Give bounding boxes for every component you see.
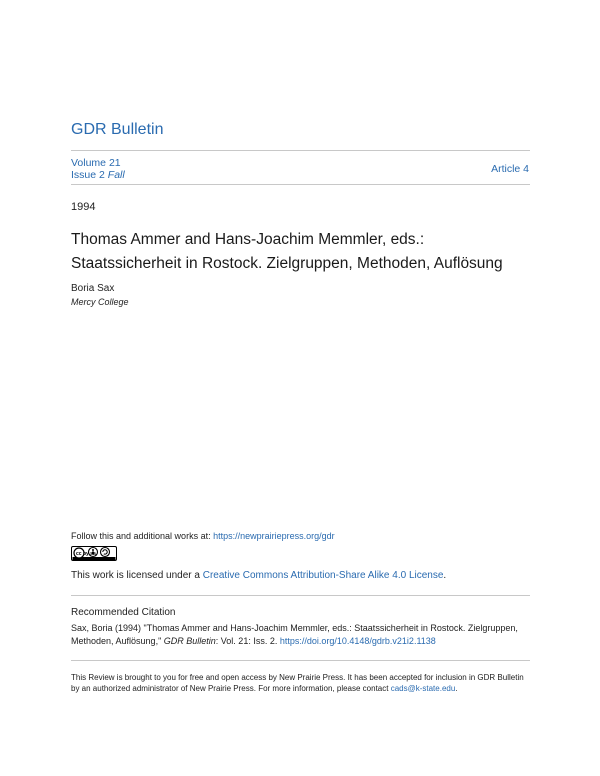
notice-text: This Review is brought to you for free and open access by New Prairie Press. It has been accepted for inclusion in GDR Bulletin by an authorized administrator of New Prairie Press. For more information, please contact	[71, 673, 524, 693]
issue-label[interactable]	[71, 169, 125, 181]
header-rule-top	[71, 150, 530, 151]
citation-journal: GDR Bulletin	[163, 636, 216, 646]
citation-rule	[71, 595, 530, 596]
notice-rule	[71, 660, 530, 661]
article-title[interactable]	[71, 228, 541, 276]
title-line-2[interactable]: Staatssicherheit in Rostock. Zielgruppen, Methoden, Auflösung	[71, 255, 503, 272]
follow-line	[71, 531, 335, 541]
volume-issue[interactable]	[71, 157, 125, 181]
cc-badge-text: cc by sa	[76, 551, 96, 557]
citation-text	[71, 622, 541, 648]
publication-year: 1994	[71, 201, 96, 213]
license-prefix: This work is licensed under a	[71, 570, 203, 581]
issue-number[interactable]: Issue 2	[71, 169, 105, 181]
citation-part-1: Sax, Boria (1994) "Thomas Ammer and Hans-Joachim Memmler, eds.: Staatssicherheit in Rostock. Zielgruppen, Methoden, Auflösung,"	[71, 623, 518, 646]
citation-heading: Recommended Citation	[71, 607, 176, 618]
access-notice	[71, 672, 531, 694]
citation-part-2: : Vol. 21: Iss. 2.	[215, 636, 280, 646]
volume-label[interactable]: Volume 21	[71, 157, 121, 169]
follow-text: Follow this and additional works at:	[71, 531, 214, 541]
header-rule-bottom	[71, 184, 530, 185]
article-number[interactable]: Article 4	[491, 163, 529, 175]
author-name: Boria Sax	[71, 283, 115, 294]
creative-commons-by-sa-icon[interactable]	[71, 546, 117, 561]
issue-season[interactable]: Fall	[107, 169, 125, 181]
license-link[interactable]: Creative Commons Attribution-Share Alike 4.0 License	[202, 570, 444, 581]
title-line-1[interactable]: Thomas Ammer and Hans-Joachim Memmler, eds.:	[71, 231, 425, 248]
journal-title[interactable]: GDR Bulletin	[71, 121, 164, 138]
license-suffix: .	[443, 570, 447, 581]
license-line	[71, 570, 446, 581]
follow-link[interactable]: https://newprairiepress.org/gdr	[213, 531, 335, 541]
citation-doi-link[interactable]: https://doi.org/10.4148/gdrb.v21i2.1138	[279, 636, 436, 646]
author-affiliation: Mercy College	[71, 297, 129, 307]
notice-end: .	[455, 684, 458, 693]
contact-email-link[interactable]: cads@k-state.edu	[390, 684, 456, 693]
